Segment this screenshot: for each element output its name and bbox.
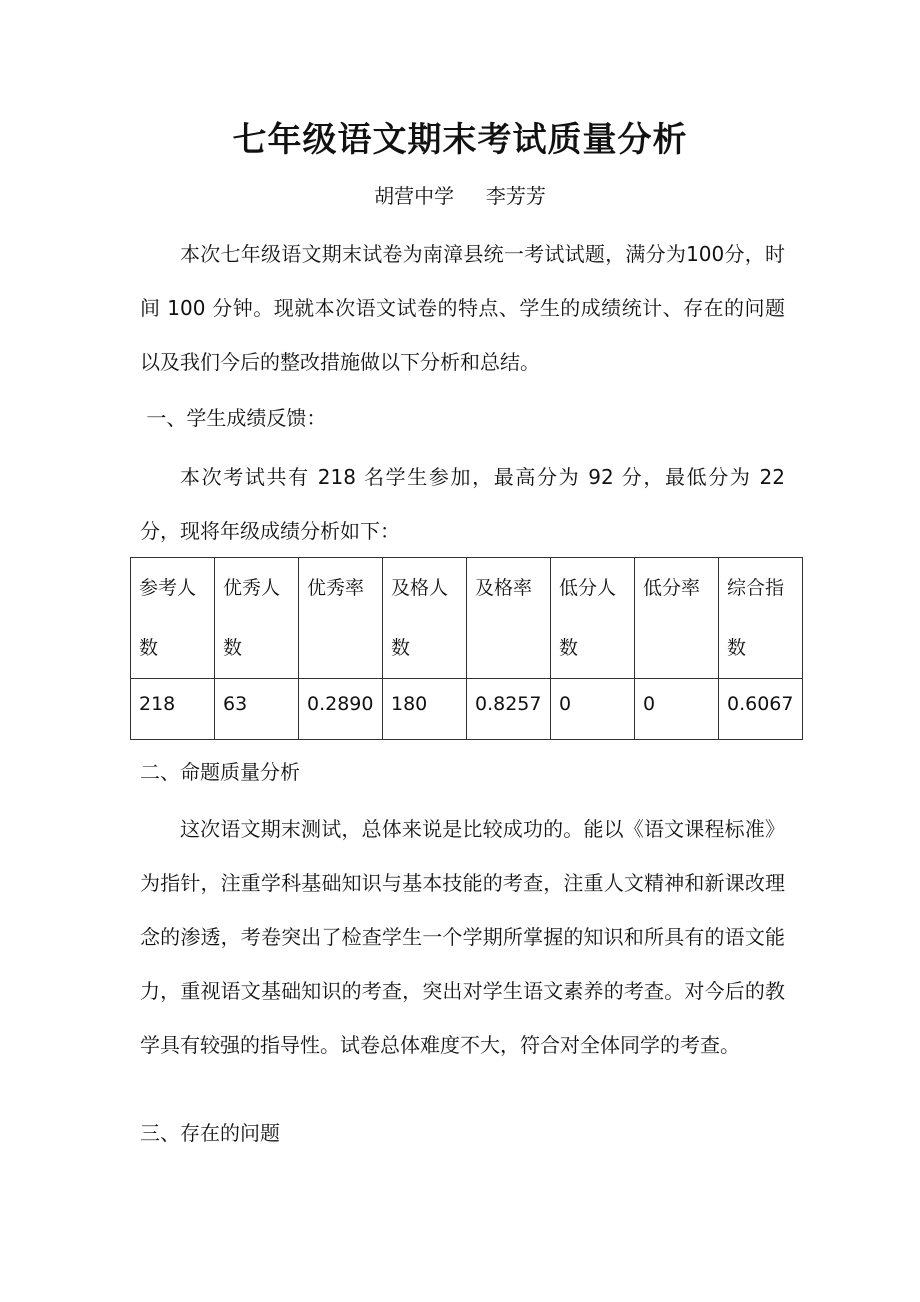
table-cell: 180 xyxy=(383,679,467,740)
table-cell: 0.2890 xyxy=(299,679,383,740)
document-title: 七年级语文期末考试质量分析 xyxy=(232,120,688,160)
table-cell: 0.8257 xyxy=(467,679,551,740)
table-header-cell: 优秀人数 xyxy=(215,558,299,679)
table-header-cell: 综合指数 xyxy=(719,558,803,679)
table-cell: 63 xyxy=(215,679,299,740)
section-2-paragraph: 这次语文期末测试，总体来说是比较成功的。能以《语文课程标准》为指针，注重学科基础知识与基本技能的考查，注重人文精神和新课改理念的渗透，考卷突出了检查学生一个学期所掌握的知识和所具有的语文能力，重视语文基础知识的考查，突出对学生语文素养的考查。对今后的教学具有较强的指导性。试卷总体难度不大，符合对全体同学的考查。 xyxy=(140,817,785,1057)
score-table xyxy=(130,557,803,740)
table-header-cell: 及格人数 xyxy=(383,558,467,679)
table-header-cell: 低分率 xyxy=(635,558,719,679)
section-1-heading: 一、学生成绩反馈： xyxy=(140,406,327,430)
table-header-cell: 参考人数 xyxy=(131,558,215,679)
table-cell: 0 xyxy=(551,679,635,740)
author-byline: 胡营中学 李芳芳 xyxy=(374,184,546,208)
table-header-cell: 低分人数 xyxy=(551,558,635,679)
table-cell: 218 xyxy=(131,679,215,740)
table-header-cell: 优秀率 xyxy=(299,558,383,679)
table-header-cell: 及格率 xyxy=(467,558,551,679)
section-1-paragraph: 本次考试共有 218 名学生参加，最高分为 92 分，最低分为 22 分，现将年级成绩分析如下： xyxy=(140,465,785,543)
table-cell: 0 xyxy=(635,679,719,740)
table-row xyxy=(131,679,803,740)
table-cell: 0.6067 xyxy=(719,679,803,740)
section-3-heading: 三、存在的问题 xyxy=(140,1121,280,1145)
section-2-heading: 二、命题质量分析 xyxy=(140,760,300,784)
table-header-row xyxy=(131,558,803,679)
intro-paragraph: 本次七年级语文期末试卷为南漳县统一考试试题，满分为100分，时间 100 分钟。现就本次语文试卷的特点、学生的成绩统计、存在的问题以及我们今后的整改措施做以下分析和总结。 xyxy=(140,242,785,374)
